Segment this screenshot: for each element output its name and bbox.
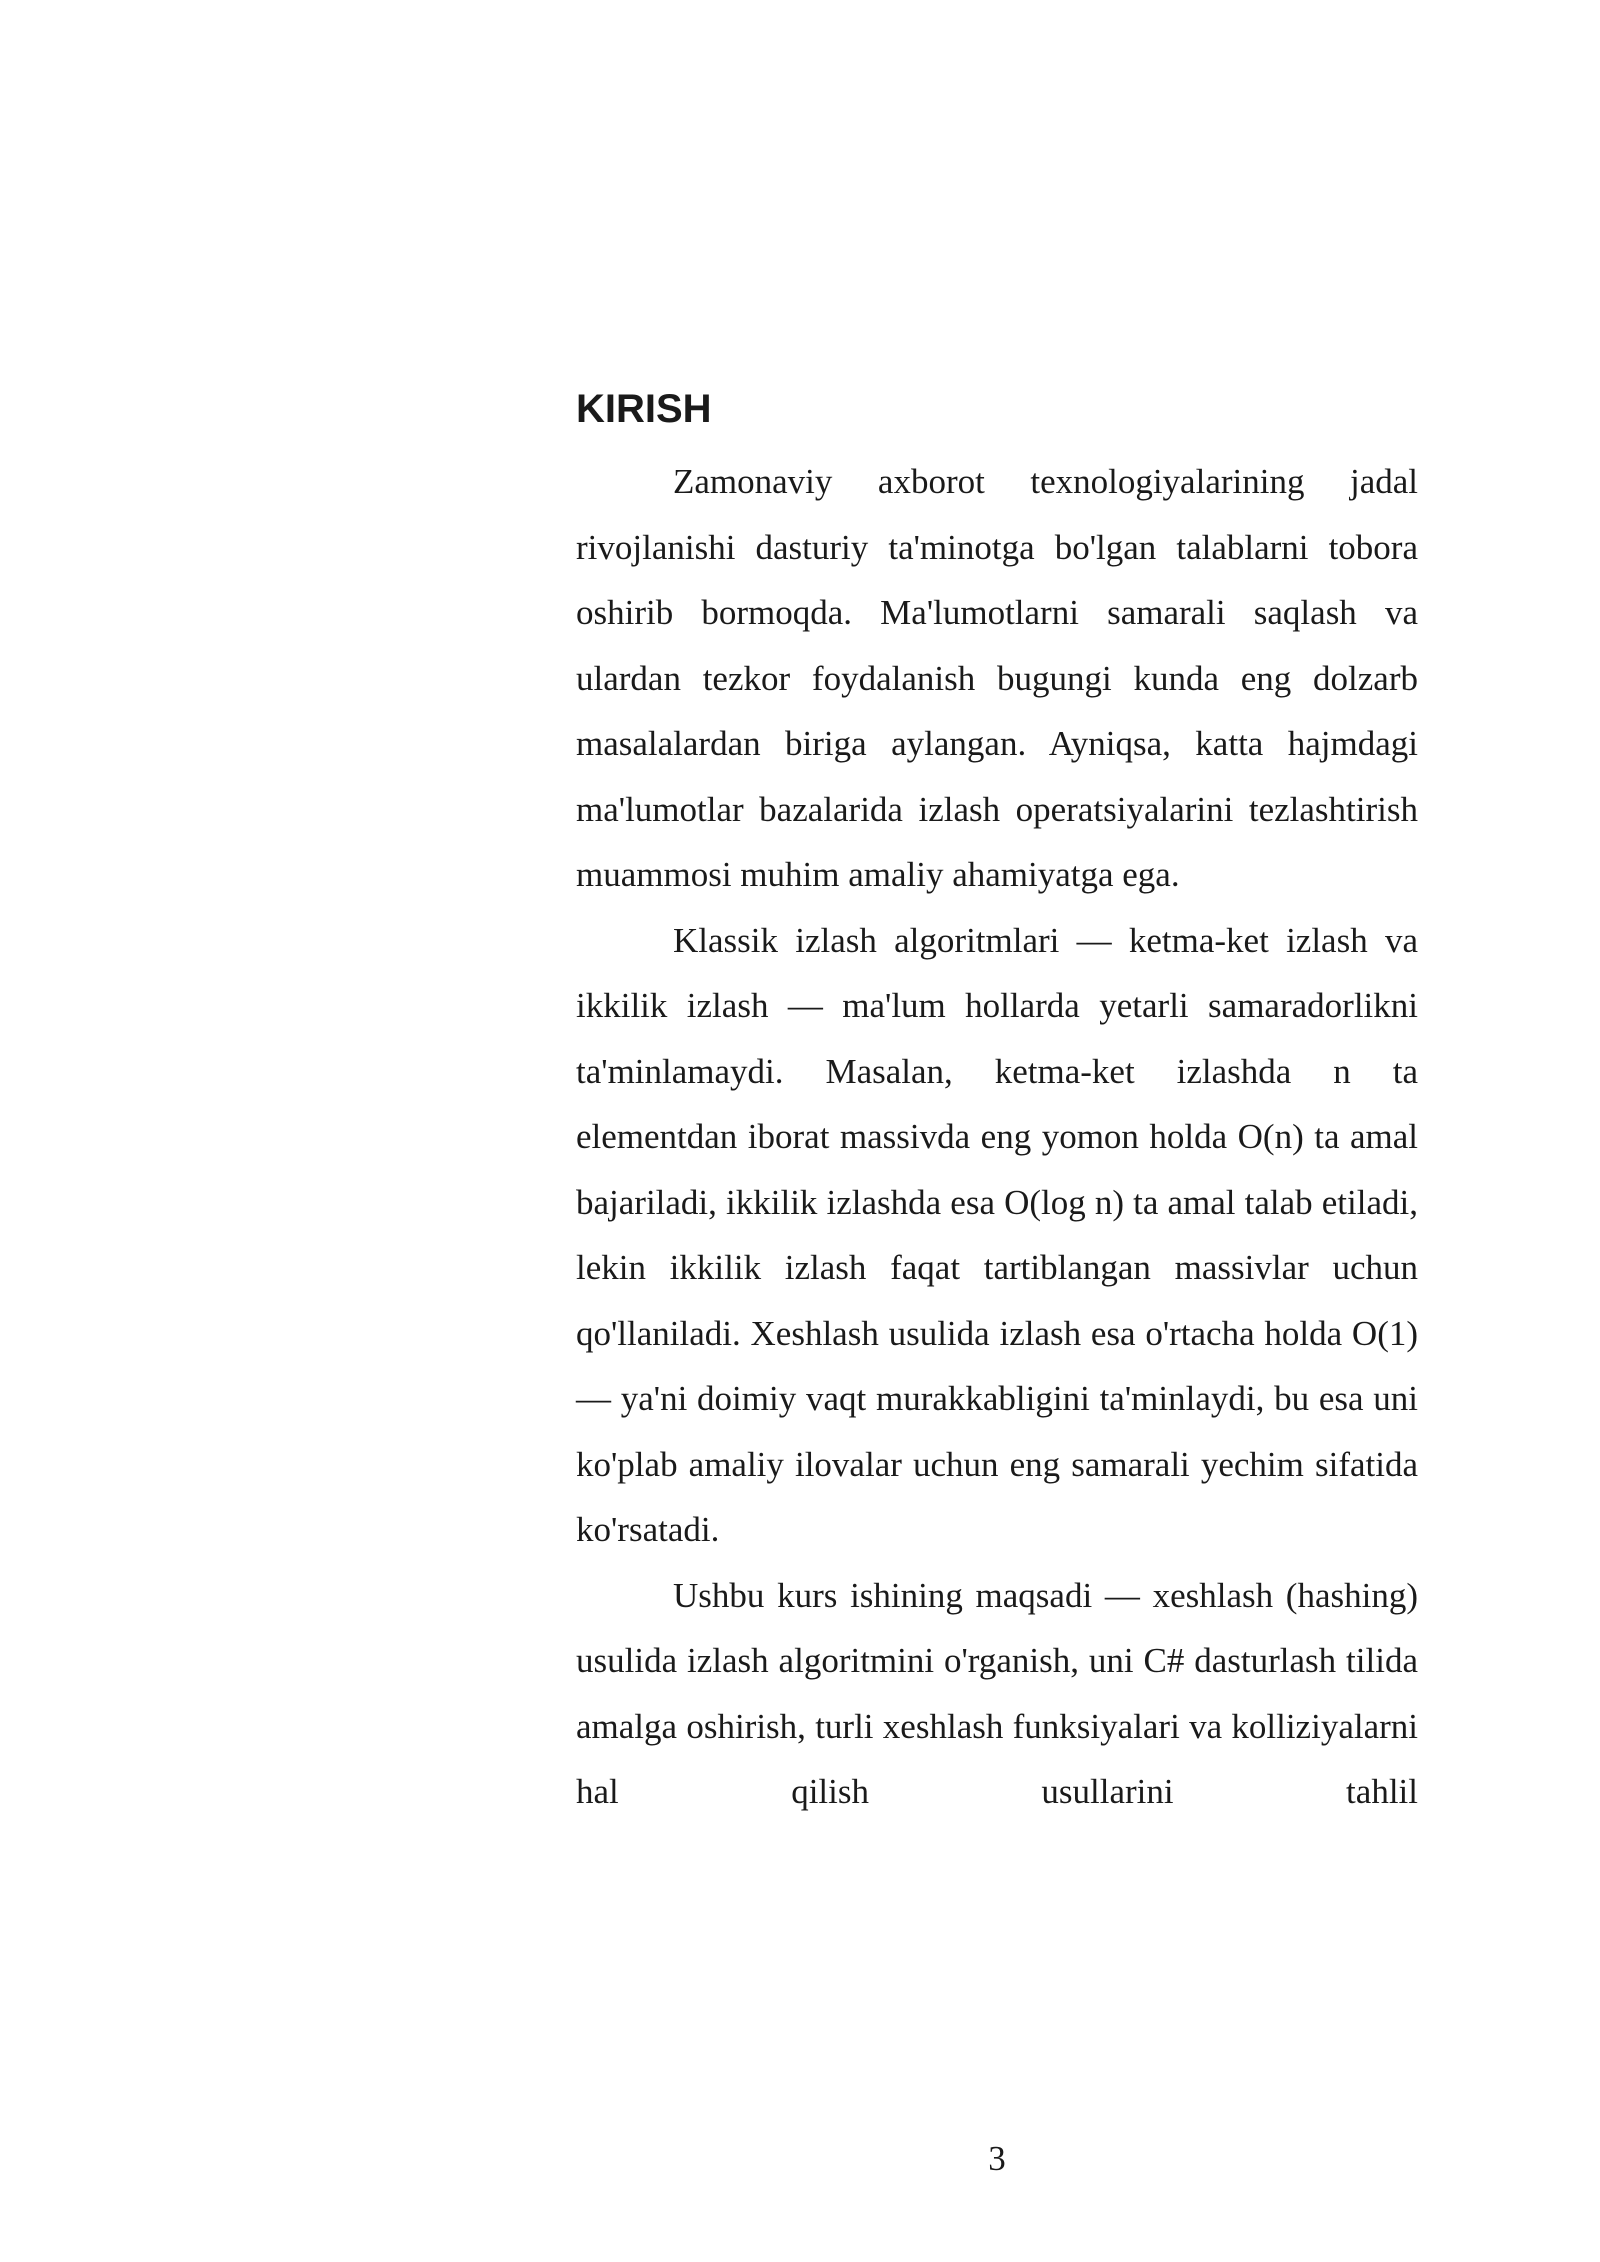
text-column xyxy=(576,384,1418,1825)
section-heading: KIRISH xyxy=(576,387,712,431)
page-number: 3 xyxy=(988,2139,1006,2178)
paragraph-intro: Zamonaviy axborot texnologiyalarining jadal rivojlanishi dasturiy ta'minotga bo'lgan talablarni tobora oshirib bormoqda. Ma'lumotlarni samarali saqlash va ulardan tezkor foydalanish bugungi kunda eng dolzarb masalalardan biriga aylangan. Ayniqsa, katta hajmdagi ma'lumotlar bazalarida izlash operatsiyalarini tezlashtirish muammosi muhim amaliy ahamiyatga ega. xyxy=(576,462,1418,894)
paragraph-goal: Ushbu kurs ishining maqsadi — xeshlash (hashing) usulida izlash algoritmini o'rganish, uni C# dasturlash tilida amalga oshirish, turli xeshlash funksiyalari va kolliziyalarni hal qilish usullarini tahlil xyxy=(576,1575,1418,1811)
paragraph-algorithms: Klassik izlash algoritmlari — ketma-ket izlash va ikkilik izlash — ma'lum hollarda yetarli samaradorlikni ta'minlamaydi. Masalan, ketma-ket izlashda n ta elementdan iborat massivda eng yomon holda O(n) ta amal bajariladi, ikkilik izlashda esa O(log n) ta amal talab etiladi, lekin ikkilik izlash faqat tartiblangan massivlar uchun qo'llaniladi. Xeshlash usulida izlash esa o'rtacha holda O(1) — ya'ni doimiy vaqt murakkabligini ta'minlaydi, bu esa uni ko'plab amaliy ilovalar uchun eng samarali yechim sifatida ko'rsatadi. xyxy=(576,920,1418,1549)
